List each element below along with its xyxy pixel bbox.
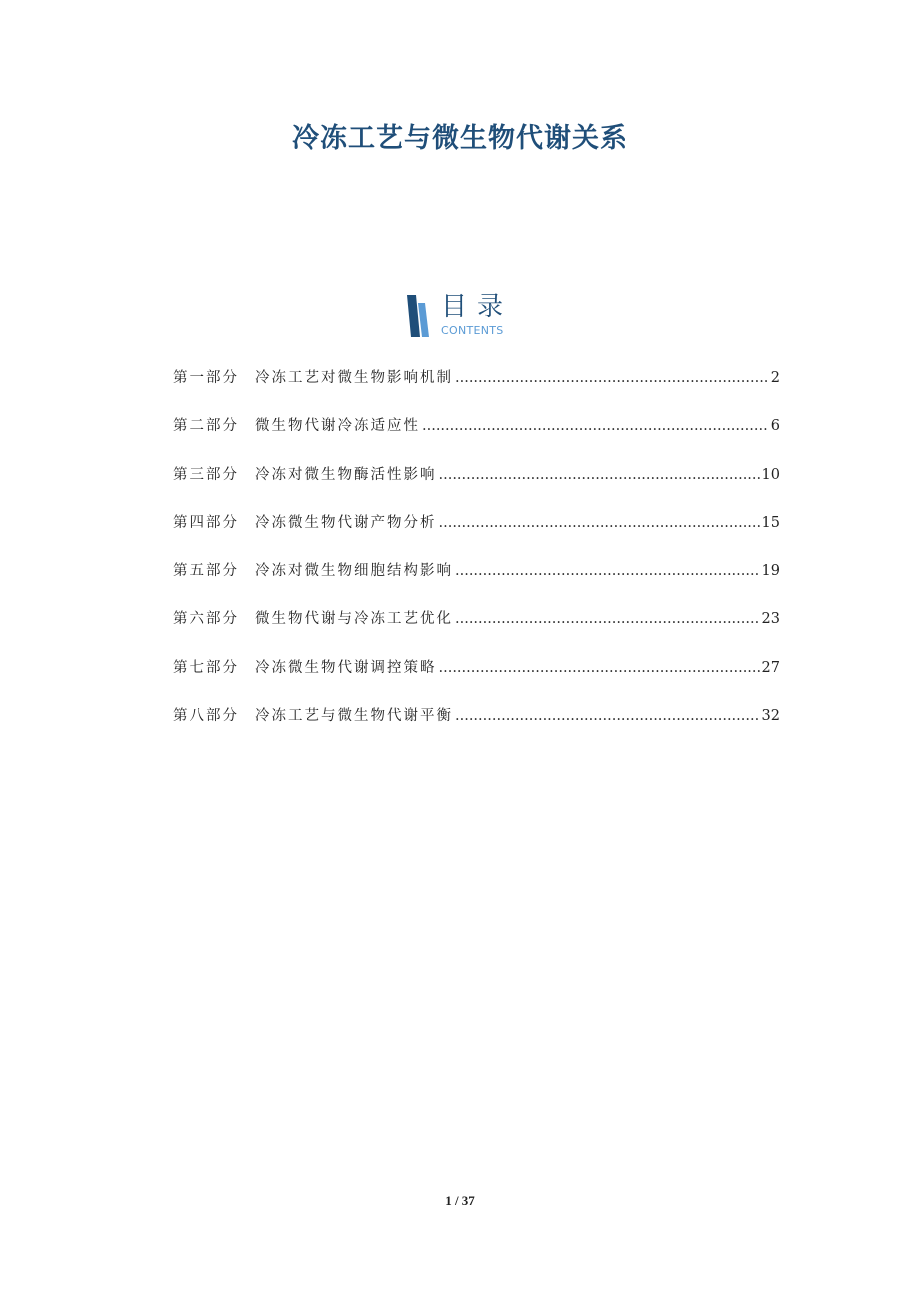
- toc-leader-dots: [439, 660, 760, 676]
- toc-entry-title: 微生物代谢冷冻适应性: [255, 418, 420, 435]
- toc-entry[interactable]: [173, 607, 780, 655]
- toc-entry-title: 冷冻工艺对微生物影响机制: [255, 370, 453, 386]
- toc-entry-page: 23: [761, 611, 780, 628]
- toc-entry-title: 冷冻工艺与微生物代谢平衡: [255, 708, 453, 725]
- toc-entry-page: 2: [770, 370, 780, 386]
- document-title: 冷冻工艺与微生物代谢关系: [292, 123, 628, 154]
- toc-entry[interactable]: [173, 463, 780, 511]
- toc-entry-page: 6: [770, 418, 780, 435]
- toc-entry-part: 第七部分: [173, 659, 239, 676]
- page-indicator: 1 / 37: [445, 1193, 475, 1208]
- toc-header: [405, 292, 525, 340]
- toc-leader-dots: [455, 611, 760, 627]
- toc-entry-page: 15: [761, 514, 780, 531]
- toc-entry-page: 19: [761, 563, 780, 580]
- toc-entry-part: 第一部分: [173, 370, 239, 386]
- toc-leader-dots: [439, 515, 760, 531]
- toc-entry[interactable]: [173, 656, 780, 704]
- toc-entry[interactable]: [173, 414, 780, 462]
- toc-entry[interactable]: [173, 366, 780, 414]
- toc-entry-title: 冷冻对微生物酶活性影响: [255, 466, 437, 483]
- toc-entry-page: 27: [761, 659, 780, 676]
- toc-entry-part: 第八部分: [173, 708, 239, 725]
- toc-entry-title: 冷冻微生物代谢调控策略: [255, 659, 437, 676]
- toc-subheading: CONTENTS: [441, 324, 504, 337]
- toc-entry-part: 第六部分: [173, 611, 239, 628]
- toc-entry-part: 第三部分: [173, 466, 239, 483]
- book-bookmark-icon: [405, 295, 431, 337]
- toc-leader-dots: [455, 370, 769, 386]
- toc-entry-title: 微生物代谢与冷冻工艺优化: [255, 611, 453, 628]
- toc-leader-dots: [439, 467, 760, 483]
- toc-list: [173, 366, 780, 752]
- toc-entry-page: 32: [761, 708, 780, 725]
- toc-entry-part: 第四部分: [173, 514, 239, 531]
- toc-leader-dots: [455, 563, 760, 579]
- toc-entry-title: 冷冻微生物代谢产物分析: [255, 514, 437, 531]
- toc-leader-dots: [455, 708, 760, 724]
- toc-heading: 目录: [441, 292, 514, 322]
- toc-entry-part: 第五部分: [173, 563, 239, 580]
- toc-entry-page: 10: [761, 466, 780, 483]
- toc-entry[interactable]: [173, 559, 780, 607]
- toc-entry[interactable]: [173, 511, 780, 559]
- toc-leader-dots: [422, 418, 769, 434]
- toc-entry[interactable]: [173, 704, 780, 752]
- toc-entry-part: 第二部分: [173, 418, 239, 435]
- toc-entry-title: 冷冻对微生物细胞结构影响: [255, 563, 453, 580]
